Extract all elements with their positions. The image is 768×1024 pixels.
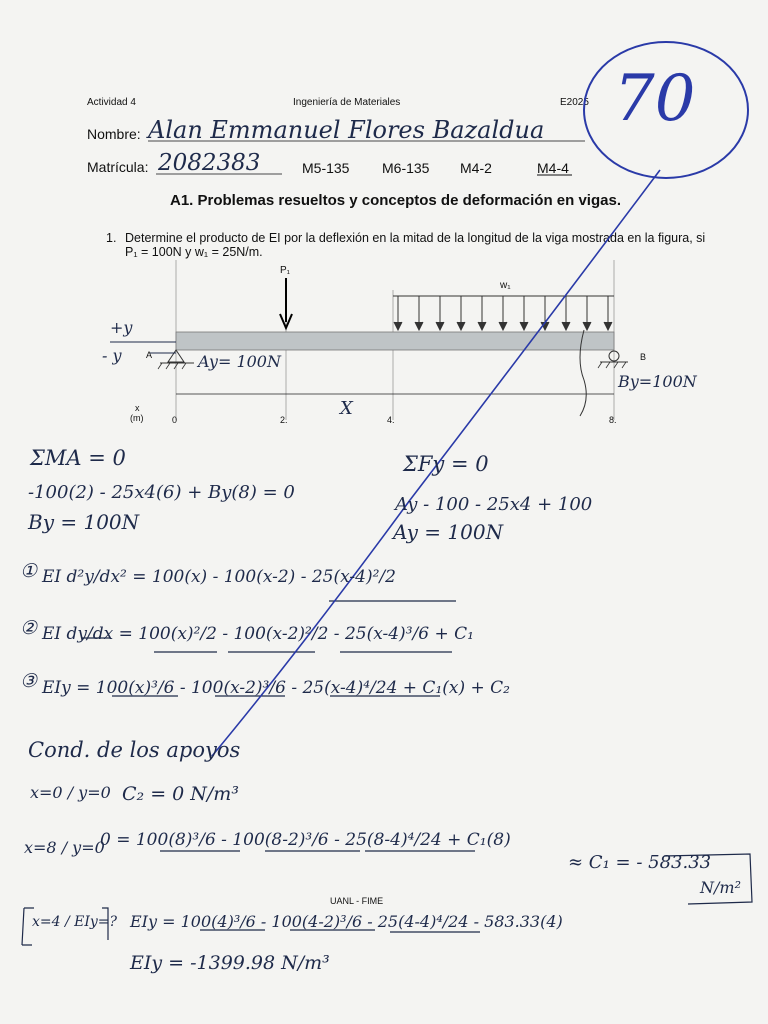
activity-label: Actividad 4 (87, 97, 136, 108)
tick-8: 8. (609, 415, 617, 425)
eq2-tag: ② (20, 617, 38, 639)
tick-2: 2. (280, 415, 288, 425)
plus-y-note: +y (110, 318, 133, 337)
footer: UANL - FIME (330, 896, 384, 906)
c2-result: C₂ = 0 N/m³ (122, 783, 239, 805)
group-4: M4-4 (537, 160, 569, 176)
sum-moments: ΣMA = 0 (30, 446, 126, 470)
x-axis-label: x (135, 403, 140, 413)
problem-text: Determine el producto de EI por la deflexión en la mitad de la longitud de la viga mostrada en la figura, si P₁ = 100N y w₁ = 25N/m. (125, 231, 706, 259)
moment-equation: -100(2) - 25x4(6) + By(8) = 0 (28, 482, 295, 503)
course-label: Ingeniería de Materiales (293, 97, 401, 108)
group-3: M4-2 (460, 160, 492, 176)
tick-4: 4. (387, 415, 395, 425)
force-equation: Ay - 100 - 25x4 + 100 (395, 494, 593, 515)
grade-circle (584, 42, 748, 178)
beam (176, 332, 614, 350)
student-name: Alan Emmanuel Flores Bazaldua (148, 116, 545, 144)
by-note: By=100N (618, 372, 697, 391)
final-vars: x=4 / EIy=? (32, 914, 118, 930)
id-label: Matrícula: (87, 159, 149, 175)
sum-forces: ΣFy = 0 (403, 452, 489, 476)
eq3-tag: ③ (20, 670, 38, 692)
cond1-vars: x=0 / y=0 (30, 783, 111, 802)
student-id: 2082383 (158, 150, 261, 176)
final-result: EIy = -1399.98 N/m³ (130, 952, 330, 974)
eq2: EI dy/dx = 100(x)²/2 - 100(x-2)²/2 - 25(x-4)³/6 + C₁ (42, 624, 474, 644)
ay-note: Ay= 100N (198, 352, 281, 371)
load-arrows (394, 296, 612, 330)
minus-y-note: - y (102, 346, 122, 365)
group-2: M6-135 (382, 160, 430, 176)
problem-number: 1. (106, 231, 117, 245)
support-a-label: A (146, 350, 153, 360)
tick-0: 0 (172, 415, 178, 425)
w1-label: w₁ (500, 280, 511, 291)
support-b-label: B (640, 352, 647, 362)
by-result: By = 100N (28, 510, 140, 534)
page-title: A1. Problemas resueltos y conceptos de deformación en vigas. (170, 192, 621, 209)
c1-result: ≈ C₁ = - 583.33 (568, 852, 712, 873)
eq3: EIy = 100(x)³/6 - 100(x-2)³/6 - 25(x-4)⁴/24 + C₁(x) + C₂ (42, 678, 510, 698)
conditions-title: Cond. de los apoyos (28, 738, 241, 762)
ay-result: Ay = 100N (393, 520, 504, 544)
p1-label: P₁ (280, 265, 291, 276)
group-1: M5-135 (302, 160, 350, 176)
term-label: E2025 (560, 97, 589, 108)
x-var-note: X (340, 398, 353, 419)
cond2-vars: x=8 / y=0 (24, 838, 105, 857)
cond2-equation: 0 = 100(8)³/6 - 100(8-2)³/6 - 25(8-4)⁴/24 + C₁(8) (100, 830, 511, 850)
eq1-tag: ① (20, 560, 38, 582)
x-axis-unit: (m) (130, 413, 144, 423)
final-equation: EIy = 100(4)³/6 - 100(4-2)³/6 - 25(4-4)⁴/24 - 583.33(4) (130, 912, 563, 931)
eq1: EI d²y/dx² = 100(x) - 100(x-2) - 25(x-4)²/2 (42, 567, 396, 587)
c1-unit: N/m² (700, 878, 741, 897)
name-label: Nombre: (87, 126, 141, 142)
grade-mark: 70 (614, 62, 696, 136)
